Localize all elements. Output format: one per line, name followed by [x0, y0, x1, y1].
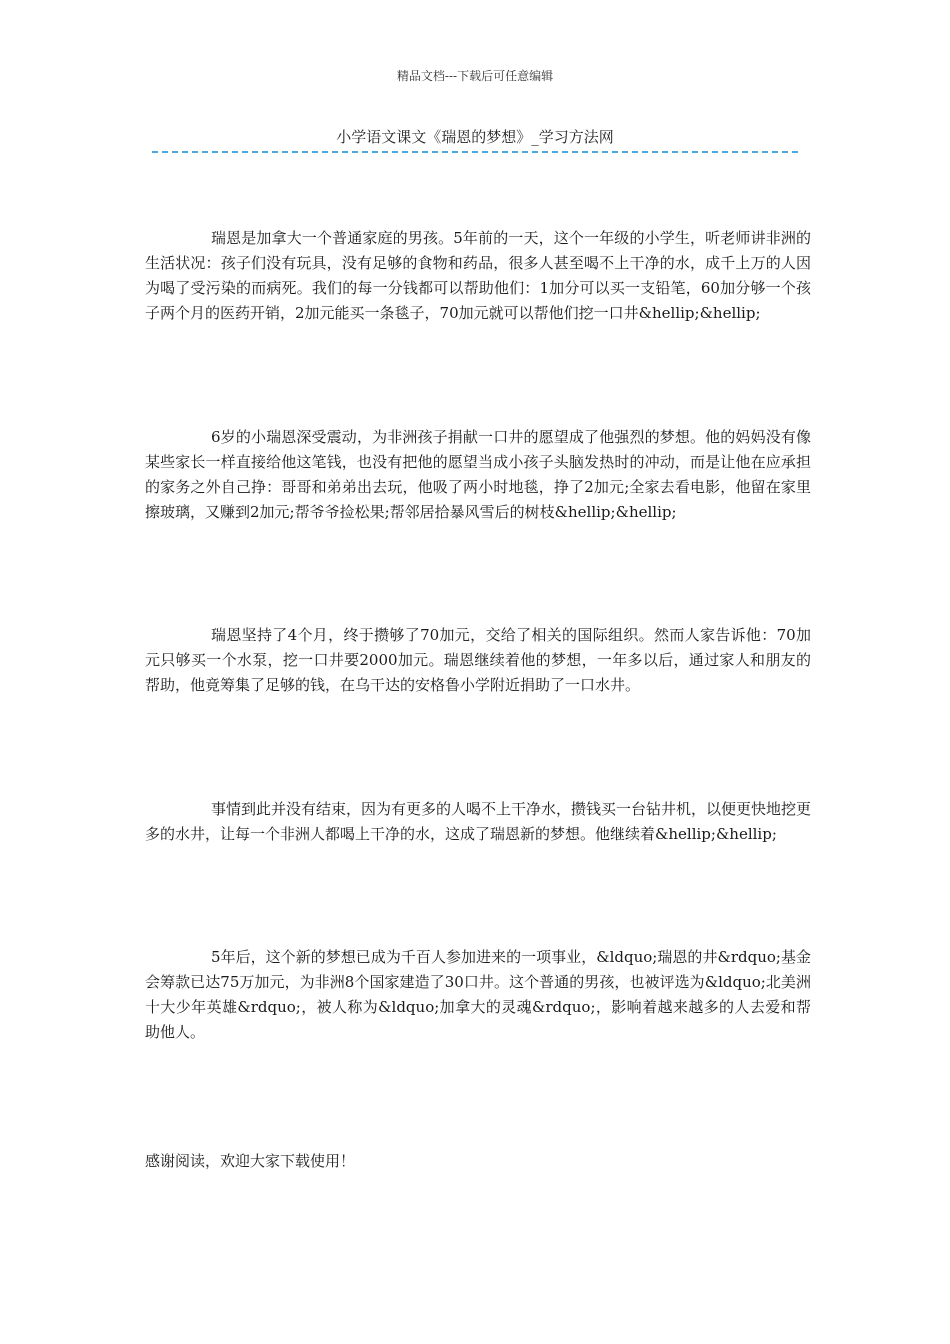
paragraph-1: 瑞恩是加拿大一个普通家庭的男孩。5年前的一天，这个一年级的小学生，听老师讲非洲的生活状况：孩子们没有玩具，没有足够的食物和药品，很多人甚至喝不上干净的水，成千上万的人因为喝了受污染的而病死。我们的每一分钱都可以帮助他们：1加分可以买一支铅笔，60加分够一个孩子两个月的医药开销，2加元能买一条毯子，70加元就可以帮他们挖一口井&hellip;&hellip; [145, 229, 811, 322]
paragraph-2: 6岁的小瑞恩深受震动，为非洲孩子捐献一口井的愿望成了他强烈的梦想。他的妈妈没有像某些家长一样直接给他这笔钱，也没有把他的愿望当成小孩子头脑发热时的冲动，而是让他在应承担的家务之外自己挣：哥哥和弟弟出去玩，他吸了两小时地毯，挣了2加元;全家去看电影，他留在家里擦玻璃，又赚到2加元;帮爷爷捡松果;帮邻居拾暴风雪后的树枝&hellip;&hellip; [145, 428, 811, 521]
paragraph-4: 事情到此并没有结束，因为有更多的人喝不上干净水，攒钱买一台钻井机，以便更快地挖更多的水井，让每一个非洲人都喝上干净的水，这成了瑞恩新的梦想。他继续着&hellip;&hellip; [145, 800, 812, 843]
title-divider [152, 151, 798, 153]
header-note: 精品文档---下载后可任意编辑 [396, 69, 554, 83]
closing-note: 感谢阅读，欢迎大家下载使用！ [145, 1152, 356, 1170]
paragraph-5: 5年后，这个新的梦想已成为千百人参加进来的一项事业，&ldquo;瑞恩的井&rdquo;基金会筹款已达75万加元，为非洲8个国家建造了30口井。这个普通的男孩，也被评选为&ldquo;北美洲十大少年英雄&rdquo;，被人称为&ldquo;加拿大的灵魂&rdquo;，影响着越来越多的人去爱和帮助他人。 [145, 948, 811, 1041]
paragraph-3: 瑞恩坚持了4个月，终于攒够了70加元，交给了相关的国际组织。然而人家告诉他：70加元只够买一个水泵，挖一口井要2000加元。瑞恩继续着他的梦想，一年多以后，通过家人和朋友的帮助，他竟筹集了足够的钱，在乌干达的安格鲁小学附近捐助了一口水井。 [145, 626, 811, 694]
document-title: 小学语文课文《瑞恩的梦想》_学习方法网 [336, 128, 614, 146]
